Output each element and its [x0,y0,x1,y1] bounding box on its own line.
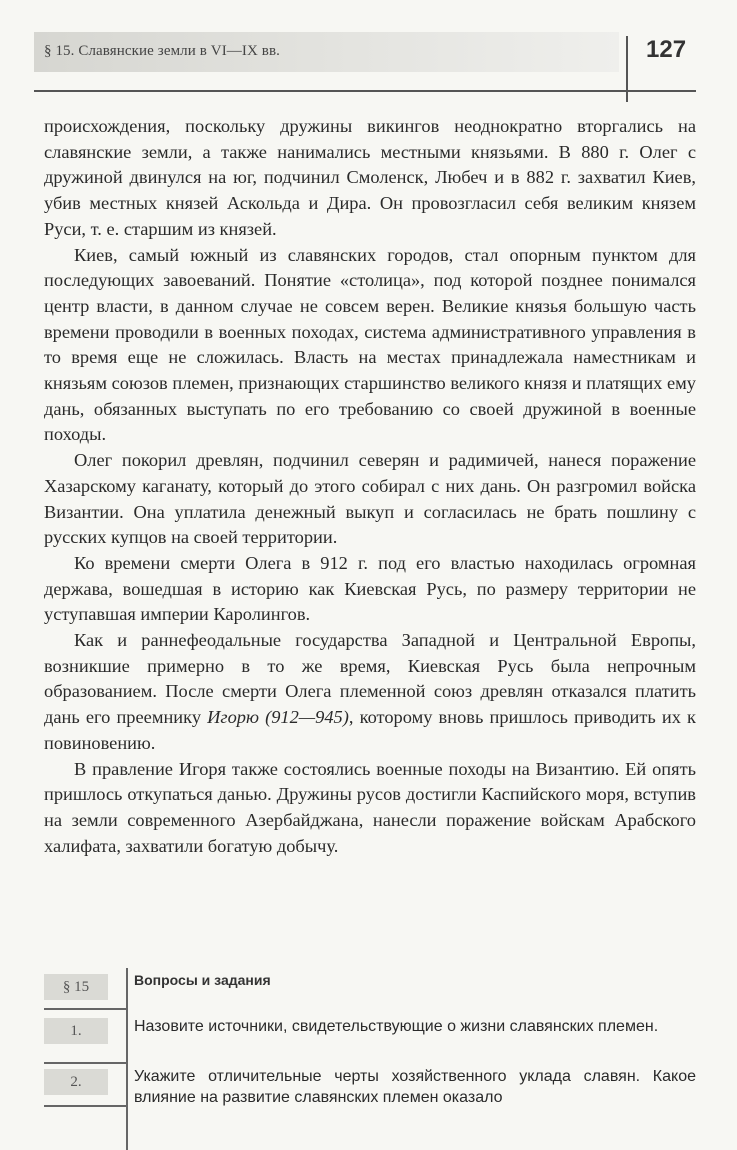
question-text: Укажите отличительные черты хозяйственного уклада славян. Какое влияние на развитие славянских племен оказало [134,1068,696,1106]
paragraph: В правление Игоря также состоялись военные походы на Византию. Ей опять пришлось откупаться данью. Дружины русов достигли Каспийского моря, вступив на земли современного Азербайджана, нанесли поражение войскам Арабского халифата, захватили богатую добычу. [44,758,696,856]
paragraph [44,628,696,757]
question-text: Назовите источники, свидетельствующие о жизни славянских племен. [134,1018,659,1035]
paragraph: происхождения, поскольку дружины викингов неоднократно вторгались на славянские земли, а также нанимались местными князьями. В 880 г. Олег с дружиной двинулся на юг, подчинил Смоленск, Любеч и в 882 г. захватил Киев, убив местных князей Аскольда и Дира. Он провозгласил себя великим князем Руси, т. е. старшим из князей. [44,116,696,239]
questions-divider-horizontal [44,1062,128,1064]
questions-title: Вопросы и задания [134,972,271,988]
ruler-name-italic: Игорю (912—945) [207,707,349,728]
running-head-bar [34,32,619,72]
header-divider-vertical [626,36,628,102]
body-text [44,114,696,859]
question-number: 2. [44,1069,108,1095]
page-header [34,32,696,88]
questions-divider-vertical [126,968,128,1150]
questions-divider-horizontal [44,1105,128,1107]
page-number: 127 [646,36,687,63]
question-number: 1. [44,1018,108,1044]
header-divider-horizontal [34,90,696,92]
paragraph-text: , которому вновь пришлось приводить их к повиновению. [44,707,696,753]
paragraph: Олег покорил древлян, подчинил северян и радимичей, нанеся поражение Хазарскому каганату, который до этого собирал с них дань. Он разгромил войска Византии. Она уплатила денежный выкуп и согласилась не брать пошлину с русских купцов на своей территории. [44,450,696,548]
section-label: § 15 [44,974,108,1000]
running-head-title: § 15. Славянские земли в VI—IX вв. [44,43,280,59]
paragraph: Киев, самый южный из славянских городов, стал опорным пунктом для последующих завоеваний. Понятие «столица», под которой позднее понимался центр власти, в данном случае не совсем верен. Великие князья большую часть времени проводили в военных походах, система административного управления в то время еще не сложилась. Власть на местах принадлежала наместникам и князьям союзов племен, признающих старшинство великого князя и платящих ему дань, обязанных выступать по его требованию со своей дружиной в военные походы. [44,244,696,445]
questions-divider-horizontal [44,1008,128,1010]
paragraph-text: Как и раннефеодальные государства Западной и Центральной Европы, возникшие примерно в то же время, Киевская Русь была непрочным образованием. После смерти Олега племенной союз древлян отказался платить дань его преемнику [44,630,696,728]
paragraph: Ко времени смерти Олега в 912 г. под его властью находилась огромная держава, вошедшая в историю как Киевская Русь, по размеру территории не уступавшая империи Каролингов. [44,552,696,625]
